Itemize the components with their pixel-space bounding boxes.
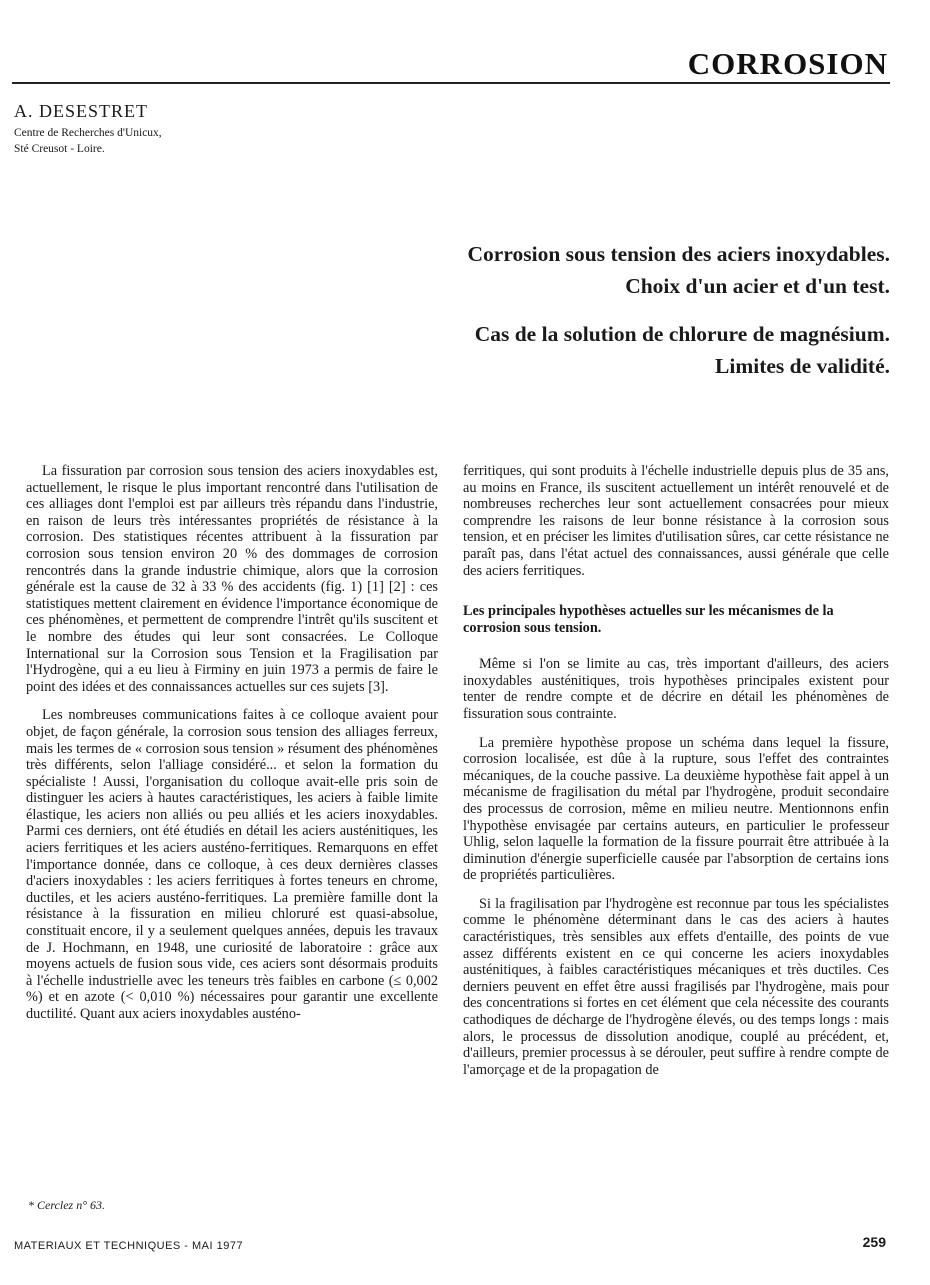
journal-footer: MATERIAUX ET TECHNIQUES - MAI 1977 bbox=[14, 1240, 244, 1252]
article-title bbox=[468, 238, 890, 382]
title-line-4: Limites de validité. bbox=[715, 354, 890, 378]
title-line-1: Corrosion sous tension des aciers inoxydables. bbox=[467, 242, 890, 266]
paragraph: La première hypothèse propose un schéma dans lequel la fissure, corrosion localisée, est dûe à la rupture, sous l'effet des contraintes mécaniques, de la couche passive. La deuxième hypothèse fait appel à un mécanisme de fragilisation du métal par l'hydrogène, produit secondaire des processus de corrosion, même en milieu neutre. Mentionnons enfin l'hypothèse envisagée par certains auteurs, en particulier le professeur Uhlig, selon laquelle la formation de la fissure pourrait être attribuée à la diminution d'énergie superficielle causée par l'absorption de certains ions de propriétés particulières. bbox=[463, 734, 889, 884]
affiliation-line-1: Centre de Recherches d'Unicux, bbox=[14, 127, 162, 139]
affiliation-line-2: Sté Creusot - Loire. bbox=[14, 143, 105, 155]
page-number: 259 bbox=[862, 1234, 886, 1250]
header-rule bbox=[12, 82, 890, 84]
section-label: CORROSION bbox=[687, 46, 888, 81]
author-affiliation bbox=[14, 125, 162, 157]
author-name: A. DESESTRET bbox=[14, 101, 149, 121]
right-column bbox=[463, 463, 889, 1090]
left-column bbox=[26, 463, 438, 1035]
author-block bbox=[14, 101, 162, 157]
paragraph: La fissuration par corrosion sous tension des aciers inoxydables est, actuellement, le risque le plus important rencontré dans l'utilisation de ces alliages dont l'emploi est par ailleurs très répandu dans l'industrie, en raison de leurs très intéressantes propriétés de résistance à la corrosion. Des statistiques récentes attribuent à la fissuration par corrosion sous tension environ 20 % des dommages de corrosion rencontrés dans la grande industrie chimique, alors que la corrosion générale est la cause de 32 à 33 % des accidents (fig. 1) [1] [2] : ces statistiques mettent clairement en évidence l'importance économique de ces phénomènes, et permettent de comprendre l'intrêt qu'ils suscitent et le nombre des études qui leur sont consacrées. Le Colloque International sur la Corrosion sous Tension et la Fragilisation par l'Hydrogène, qui a eu lieu à Firminy en juin 1973 a permis de faire le point des idées et des connaissances actuelles sur ces sujets [3]. bbox=[26, 463, 438, 695]
paragraph: Même si l'on se limite au cas, très important d'ailleurs, des aciers inoxydables austénitiques, trois hypothèses principales existent pour tenter de rendre compte et de décrire en détail les phénomènes de fissuration sous contrainte. bbox=[463, 656, 889, 722]
paragraph: ferritiques, qui sont produits à l'échelle industrielle depuis plus de 35 ans, au moins en France, ils suscitent actuellement un intérêt renouvelé et de nombreuses recherches leur sont actuellement consacrées pour mieux comprendre les raisons de leur bonne résistance à la corrosion sous tension, et en préciser les limites d'utilisation sûres, car cette résistance ne paraît pas, dans l'état actuel des connaissances, aussi générale que celle des aciers ferritiques. bbox=[463, 463, 889, 579]
paragraph: Les nombreuses communications faites à ce colloque avaient pour objet, de façon générale, la corrosion sous tension des alliages ferreux, mais les termes de « corrosion sous tension » résument des phénomènes très différents, selon l'alliage considéré... et selon la formation du spécialiste ! Aussi, l'organisation du colloque avait-elle pris soin de distinguer les aciers à hautes caractéristiques, les aciers à faible limite élastique, les aciers non alliés ou peu alliés et les aciers inoxydables. Parmi ces derniers, ont été étudiés en détail les aciers austénitiques, les aciers ferritiques et les aciers austéno-ferritiques. Remarquons en effet l'importance donnée, dans ce colloque, à ces deux dernières classes d'aciers inoxydables : les aciers ferritiques à fortes teneurs en chrome, ductiles, et les aciers austéno-ferritiques. La première famille dont la résistance à la fissuration en milieu chloruré est quasi-absolue, constituait encore, il y a seulement quelques années, depuis les travaux de J. Hochmann, en 1948, une curiosité de laboratoire : grâce aux moyens actuels de fusion sous vide, ces aciers sont désormais produits à l'échelle industrielle avec les teneurs très faibles en carbone (≤ 0,002 %) et en azote (< 0,010 %) nécessaires pour garantir une excellente ductilité. Quant aux aciers inoxydables austéno- bbox=[26, 707, 438, 1022]
footnote: * Cerclez n° 63. bbox=[28, 1198, 106, 1212]
paragraph: Si la fragilisation par l'hydrogène est reconnue par tous les spécialistes comme le phénomène déterminant dans le cas des aciers à hautes caractéristiques, très sensibles aux effets d'entaille, des points de vue assez différents existent en ce qui concerne les aciers inoxydables austénitiques, à faibles caractéristiques mécaniques et très ductiles. Ces derniers peuvent en effet être aussi fragilisés par l'hydrogène, mais pour des concentrations si fortes en cet élément que cela nécessite des courants cathodiques de décharge de l'hydrogène élevés, ou des temps longs : mais alors, le processus de dissolution anodique, couplé au précédent, et, d'ailleurs, premier processus à se dérouler, peut suffire à rendre compte de l'amorçage et de la propagation de bbox=[463, 895, 889, 1078]
title-line-2: Choix d'un acier et d'un test. bbox=[625, 274, 890, 298]
section-heading: Les principales hypothèses actuelles sur les mécanismes de la corrosion sous tension. bbox=[463, 603, 834, 637]
title-line-3: Cas de la solution de chlorure de magnésium. bbox=[474, 322, 890, 346]
